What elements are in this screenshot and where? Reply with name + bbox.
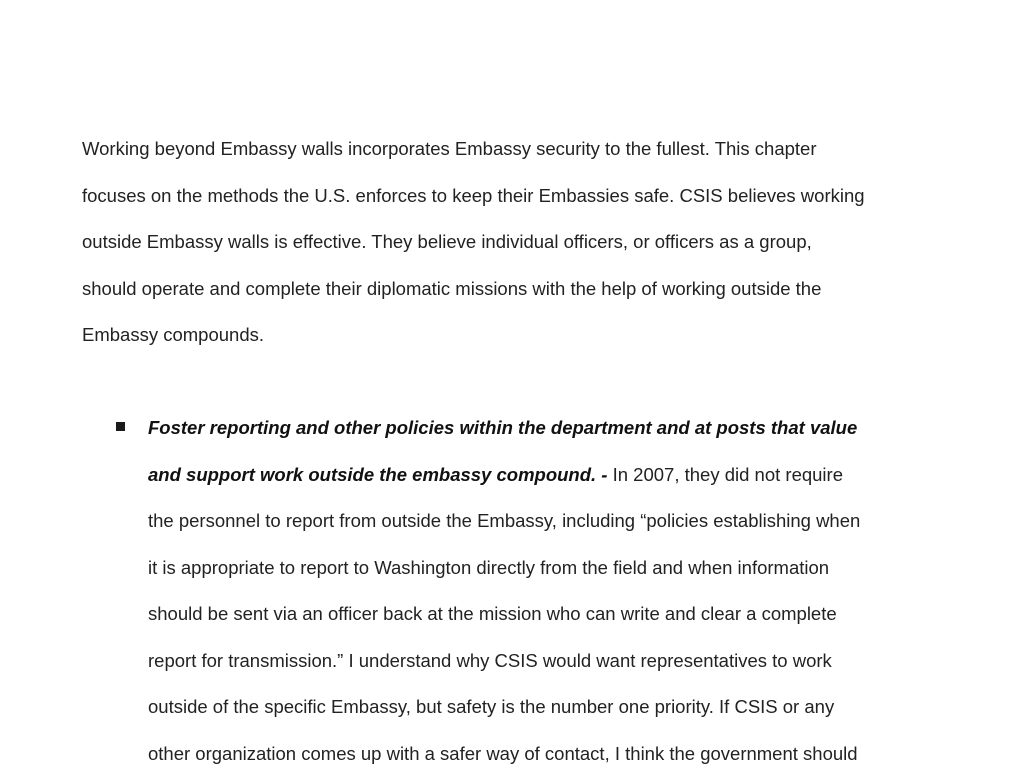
bullet-line: the personnel to report from outside the Embassy, including “policies establishing when [148,510,861,531]
bullet-line: other organization comes up with a safer way of contact, I think the government should [148,742,858,764]
intro-line: Embassy compounds. [82,324,265,345]
bullet-paragraph [148,405,958,768]
intro-line: focuses on the methods the U.S. enforces to keep their Embassies safe. CSIS believes working [82,184,865,206]
bullet-line [148,452,958,499]
bullet-heading: and support work outside the embassy compound. - [148,463,608,485]
bullet-line: it is appropriate to report to Washington directly from the field and when information [148,556,830,578]
bullet-line: outside of the specific Embassy, but safety is the number one priority. If CSIS or any [148,696,835,717]
intro-line: should operate and complete their diplomatic missions with the help of working outside the [82,277,822,299]
bullet-body-text: In 2007, they did not require [607,463,843,485]
bullet-line [148,405,958,452]
bullet-line: report for transmission.” I understand why CSIS would want representatives to work [148,649,832,671]
intro-paragraph [82,126,962,359]
bullet-heading: Foster reporting and other policies within the department and at posts that value [148,417,858,438]
intro-line: outside Embassy walls is effective. They believe individual officers, or officers as a group, [82,231,812,252]
intro-line: Working beyond Embassy walls incorporates Embassy security to the fullest. This chapter [82,138,817,159]
bullet-line: should be sent via an officer back at the mission who can write and clear a complete [148,603,837,624]
square-bullet-icon [116,422,125,431]
